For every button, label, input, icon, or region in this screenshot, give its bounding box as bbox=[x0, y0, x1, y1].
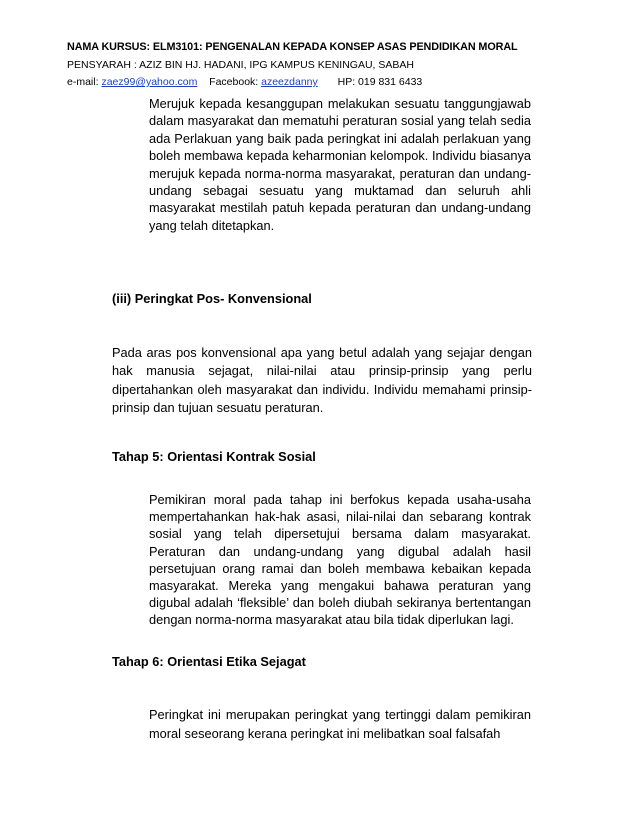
contact-line bbox=[67, 76, 607, 88]
paragraph-post-conventional: Pada aras pos konvensional apa yang betul adalah yang sejajar dengan hak manusia sejagat, nilai-nilai atau prinsip-prinsip yang perlu dipertahankan oleh masyarakat dan individu. Individu memahami prinsip-prinsip dan tujuan sesuatu peraturan. bbox=[112, 345, 532, 415]
heading-stage-6: Tahap 6: Orientasi Etika Sejagat bbox=[112, 654, 306, 669]
phone-number: HP: 019 831 6433 bbox=[337, 76, 423, 88]
paragraph-stage-6: Peringkat ini merupakan peringkat yang tertinggi dalam pemikiran moral seseorang kerana peringkat ini melibatkan soal falsafah bbox=[149, 707, 531, 741]
heading-post-conventional: (iii) Peringkat Pos- Konvensional bbox=[112, 291, 312, 306]
email-label: e-mail: bbox=[67, 76, 99, 88]
facebook-label: Facebook: bbox=[209, 76, 259, 88]
lecturer-line: PENSYARAH : AZIZ BIN HJ. HADANI, IPG KAMPUS KENINGAU, SABAH bbox=[67, 59, 414, 71]
paragraph-conventional-stage: Merujuk kepada kesanggupan melakukan sesuatu tanggungjawab dalam masyarakat dan mematuhi peraturan sosial yang telah sedia ada Perlakuan yang baik pada peringkat ini adalah perlakuan yang boleh membawa kepada keharmonian kelompok. Individu biasanya merujuk kepada norma-norma masyarakat, peraturan dan undang-undang sebagai sesuatu yang muktamad dan seluruh ahli masyarakat mestilah patuh kepada peraturan dan undang-undang yang telah ditetapkan. bbox=[149, 96, 531, 233]
paragraph-stage-5: Pemikiran moral pada tahap ini berfokus kepada usaha-usaha mempertahankan hak-hak asasi, nilai-nilai dan sebarang kontrak sosial yang telah dipersetujui bersama dalam masyarakat. Peraturan dan undang-undang yang digubal adalah hasil persetujuan orang ramai dan boleh membawa kebaikan kepada masyarakat. Mereka yang mengakui bahawa peraturan yang digubal adalah ‘fleksible’ dan boleh diubah sekiranya bertentangan dengan norma-norma masyarakat atau bila tidak diperlukan lagi. bbox=[149, 492, 531, 628]
course-title: NAMA KURSUS: ELM3101: PENGENALAN KEPADA KONSEP ASAS PENDIDIKAN MORAL bbox=[67, 41, 518, 53]
heading-stage-5: Tahap 5: Orientasi Kontrak Sosial bbox=[112, 449, 316, 464]
facebook-link[interactable]: azeezdanny bbox=[261, 76, 318, 88]
email-link[interactable]: zaez99@yahoo.com bbox=[101, 76, 198, 88]
